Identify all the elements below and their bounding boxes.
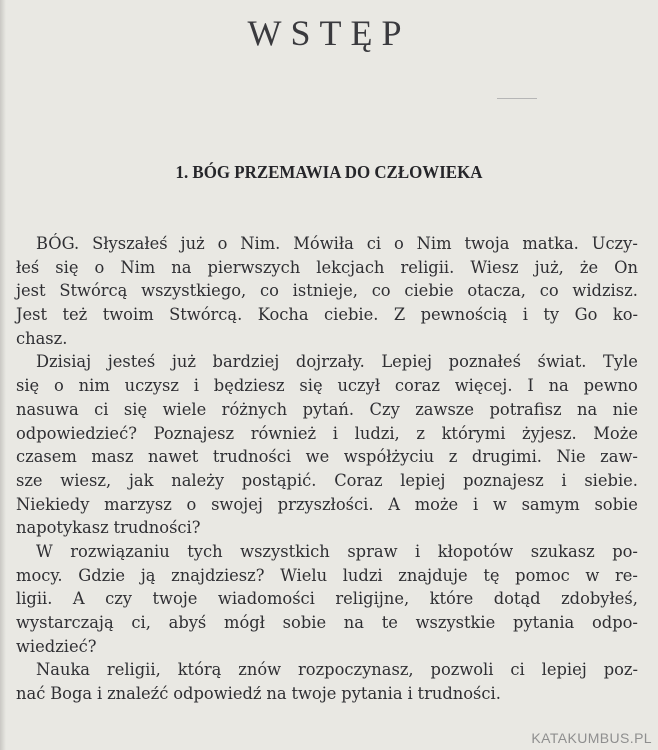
paragraph <box>16 658 638 705</box>
page-gutter-shadow <box>0 0 6 750</box>
text-line: Jest też twoim Stwórcą. Kocha ciebie. Z pewnością i ty Go ko- <box>16 305 638 325</box>
paragraph <box>16 232 638 350</box>
text-line: sze wiesz, jak należy postąpić. Coraz lepiej poznajesz i siebie. <box>16 470 638 490</box>
text-line: się o nim uczysz i będziesz się uczył coraz więcej. I na pewno <box>16 376 638 396</box>
text-line: Dzisiaj jesteś już bardziej dojrzały. Lepiej poznałeś świat. Tyle <box>36 352 638 372</box>
text-line: mocy. Gdzie ją znajdziesz? Wielu ludzi znajduje tę pomoc w re- <box>16 565 638 585</box>
text-line: wystarczają ci, abyś mógł sobie na te wszystkie pytania odpo- <box>16 613 638 632</box>
text-line: BÓG. Słyszałeś już o Nim. Mówiła ci o Nim twoja matka. Uczy- <box>36 234 638 253</box>
body-text <box>16 232 638 706</box>
text-line: jest Stwórcą wszystkiego, co istnieje, co ciebie otacza, co widzisz. <box>16 281 638 301</box>
text-line: Niekiedy marzysz o swojej przyszłości. A może i w samym sobie <box>16 494 638 514</box>
text-line: W rozwiązaniu tych wszystkich spraw i kłopotów szukasz po- <box>36 541 638 561</box>
text-line: napotykasz trudności? <box>16 518 201 538</box>
text-line: nać Boga i znaleźć odpowiedź na twoje pytania i trudności. <box>16 684 501 704</box>
text-line: chasz. <box>16 328 68 348</box>
section-heading: 1. BÓG PRZEMAWIA DO CZŁOWIEKA <box>175 162 483 182</box>
paragraph <box>16 350 638 540</box>
text-line: łeś się o Nim na pierwszych lekcjach religii. Wiesz już, że On <box>16 257 638 277</box>
watermark: KATAKUMBUS.PL <box>531 730 652 746</box>
paragraph <box>16 540 638 658</box>
text-line: odpowiedzieć? Poznajesz również i ludzi, z którymi żyjesz. Może <box>16 423 638 443</box>
text-line: czasem masz nawet trudności we współżyciu z drugimi. Nie zaw- <box>16 447 638 467</box>
text-line: nasuwa ci się wiele różnych pytań. Czy zawsze potrafisz na nie <box>16 399 638 419</box>
text-line: wiedzieć? <box>16 636 97 656</box>
text-line: ligii. A czy twoje wiadomości religijne, które dotąd zdobyłeś, <box>16 589 638 609</box>
text-line: Nauka religii, którą znów rozpoczynasz, pozwoli ci lepiej poz- <box>36 660 638 680</box>
page-title: WSTĘP <box>247 13 411 53</box>
print-mark <box>497 98 537 99</box>
